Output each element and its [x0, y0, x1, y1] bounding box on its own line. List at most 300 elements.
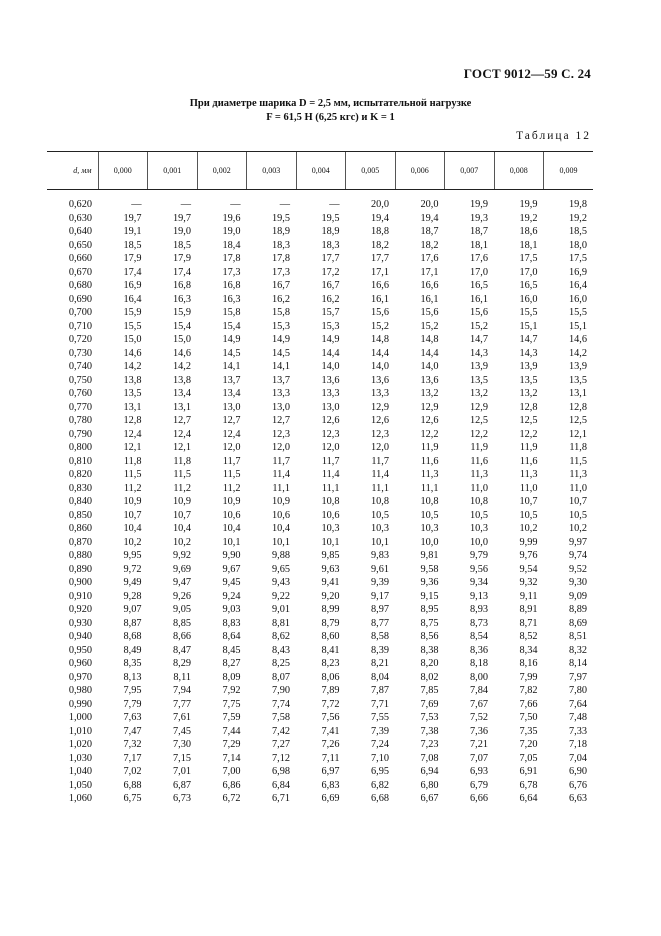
hardness-cell: 19,2 — [519, 212, 538, 224]
hardness-cell: 11,2 — [123, 482, 142, 494]
diameter-cell: 0,960 — [68, 658, 92, 669]
hardness-cell: 13,1 — [172, 401, 191, 413]
column-header: 0,006 — [395, 152, 445, 190]
table-row — [47, 455, 593, 469]
hardness-cell: 18,5 — [568, 226, 587, 237]
table-row — [47, 684, 593, 698]
hardness-cell: 9,28 — [123, 590, 142, 602]
hardness-cell: 12,4 — [172, 428, 191, 440]
table-row — [47, 374, 593, 388]
hardness-cell: 11,0 — [470, 482, 488, 494]
hardness-cell: 8,60 — [321, 631, 340, 642]
hardness-cell: 19,1 — [123, 226, 142, 237]
hardness-cell: 18,9 — [271, 226, 290, 237]
hardness-cell: 8,85 — [172, 617, 191, 629]
hardness-cell: 6,79 — [469, 779, 488, 791]
hardness-cell: 13,2 — [469, 388, 488, 399]
hardness-cell: 7,52 — [469, 712, 488, 723]
table-row — [47, 360, 593, 374]
hardness-cell: 11,6 — [470, 455, 488, 467]
hardness-cell: 18,2 — [420, 239, 439, 251]
hardness-cell: 10,8 — [321, 496, 340, 507]
hardness-cell: 7,74 — [271, 698, 290, 710]
hardness-cell: 12,9 — [420, 401, 439, 413]
hardness-cell: 12,1 — [568, 428, 587, 440]
hardness-cell: 8,07 — [271, 671, 290, 683]
column-header: 0,005 — [346, 152, 396, 190]
hardness-cell: 7,58 — [271, 712, 290, 723]
hardness-cell: 12,2 — [420, 428, 439, 440]
hardness-cell: 17,9 — [172, 253, 191, 264]
hardness-cell: 8,62 — [271, 631, 290, 642]
hardness-cell: 9,49 — [123, 577, 142, 588]
hardness-cell: 13,4 — [172, 388, 191, 399]
hardness-cell: 11,8 — [123, 455, 142, 467]
table-row — [47, 590, 593, 604]
hardness-cell: 11,3 — [569, 469, 587, 480]
hardness-cell: 8,56 — [420, 631, 439, 642]
diameter-cell: 1,020 — [68, 739, 92, 750]
hardness-cell: 9,69 — [172, 563, 191, 575]
table-row — [47, 387, 593, 401]
hardness-cell: 7,42 — [271, 725, 290, 737]
hardness-cell: 7,10 — [370, 752, 389, 764]
hardness-cell: 13,7 — [222, 374, 241, 386]
hardness-cell: 9,45 — [222, 577, 241, 588]
hardness-cell: 16,7 — [271, 280, 290, 291]
hardness-cell: 8,34 — [519, 644, 538, 656]
hardness-cell: 14,7 — [469, 334, 488, 345]
hardness-cell: 12,0 — [321, 442, 340, 453]
hardness-cell: 8,54 — [469, 631, 488, 642]
hardness-cell: 18,8 — [370, 226, 389, 237]
hardness-cell: 7,89 — [321, 685, 340, 696]
hardness-cell: 11,1 — [321, 482, 340, 494]
hardness-cell: 19,9 — [519, 199, 538, 210]
hardness-cell: 17,5 — [568, 253, 587, 264]
hardness-cell: 17,0 — [469, 266, 488, 278]
hardness-cell: 12,2 — [469, 428, 488, 440]
hardness-cell: 12,2 — [519, 428, 538, 440]
hardness-cell: 13,0 — [271, 401, 290, 413]
hardness-cell: 6,83 — [321, 779, 340, 791]
hardness-cell: 18,9 — [321, 226, 340, 237]
hardness-cell: 9,90 — [222, 550, 241, 561]
hardness-cell: 6,73 — [172, 793, 191, 804]
hardness-cell: 7,04 — [568, 752, 587, 764]
hardness-cell: 10,6 — [321, 509, 340, 521]
hardness-cell: 16,2 — [321, 293, 340, 305]
hardness-cell: 14,9 — [271, 334, 290, 345]
table-row — [47, 495, 593, 509]
table-row — [47, 617, 593, 631]
hardness-cell: 7,41 — [321, 725, 340, 737]
hardness-cell: 8,45 — [222, 644, 241, 656]
table-row — [47, 522, 593, 536]
hardness-cell: 15,5 — [519, 307, 538, 318]
hardness-cell: 11,4 — [371, 469, 389, 480]
hardness-cell: 9,76 — [519, 550, 538, 561]
hardness-cell: 7,00 — [222, 766, 241, 777]
hardness-cell: 19,8 — [568, 199, 587, 210]
diameter-cell: 0,770 — [68, 401, 92, 413]
table-row — [47, 671, 593, 685]
hardness-cell: 7,07 — [469, 752, 488, 764]
diameter-cell: 0,870 — [68, 536, 92, 548]
hardness-cell: 9,39 — [370, 577, 389, 588]
hardness-cell: 8,18 — [469, 658, 488, 669]
hardness-cell: 19,0 — [172, 226, 191, 237]
hardness-cell: 10,3 — [370, 523, 389, 534]
table-row — [47, 482, 593, 496]
column-header: 0,007 — [445, 152, 495, 190]
hardness-cell: 13,3 — [271, 388, 290, 399]
hardness-cell: 6,78 — [519, 779, 538, 791]
hardness-cell: 7,18 — [568, 739, 587, 750]
diameter-cell: 0,840 — [68, 496, 92, 507]
hardness-cell: 7,97 — [568, 671, 587, 683]
hardness-cell: 10,5 — [370, 509, 389, 521]
table-row — [47, 725, 593, 739]
hardness-cell: 7,29 — [222, 739, 241, 750]
hardness-cell: 7,33 — [568, 725, 587, 737]
hardness-cell: 18,5 — [123, 239, 142, 251]
hardness-cell: 13,5 — [568, 374, 587, 386]
hardness-cell: 11,8 — [569, 442, 587, 453]
table-row — [47, 333, 593, 347]
hardness-cell: 8,09 — [222, 671, 241, 683]
hardness-cell: 17,3 — [222, 266, 241, 278]
hardness-cell: 13,0 — [321, 401, 340, 413]
table-row — [47, 347, 593, 361]
hardness-cell: 7,47 — [123, 725, 142, 737]
hardness-cell: 9,61 — [370, 563, 389, 575]
hardness-cell: 17,5 — [519, 253, 538, 264]
hardness-cell: 16,4 — [568, 280, 587, 291]
hardness-cell: 7,44 — [222, 725, 241, 737]
diameter-cell: 0,950 — [68, 644, 92, 656]
diameter-cell: 1,010 — [68, 725, 92, 737]
hardness-cell: 16,5 — [519, 280, 538, 291]
hardness-cell: 14,6 — [123, 347, 142, 359]
hardness-cell: 9,92 — [172, 550, 191, 561]
hardness-cell: 7,77 — [172, 698, 191, 710]
hardness-cell: 8,77 — [370, 617, 389, 629]
hardness-cell: 15,6 — [420, 307, 439, 318]
hardness-cell: 9,11 — [519, 590, 538, 602]
hardness-cell: 12,8 — [568, 401, 587, 413]
hardness-cell: 10,9 — [123, 496, 142, 507]
diameter-cell: 0,670 — [68, 266, 92, 278]
table-caption — [0, 97, 661, 125]
hardness-cell: 9,58 — [420, 563, 439, 575]
hardness-cell: 18,4 — [222, 239, 241, 251]
hardness-cell: 18,1 — [519, 239, 538, 251]
hardness-cell: 9,88 — [271, 550, 290, 561]
hardness-cell: 16,4 — [123, 293, 142, 305]
hardness-cell: 19,9 — [469, 199, 488, 210]
hardness-cell: 19,6 — [222, 212, 241, 224]
hardness-cell: 9,67 — [222, 563, 241, 575]
hardness-cell: 16,2 — [271, 293, 290, 305]
diameter-cell: 1,030 — [68, 752, 92, 764]
hardness-cell: 19,7 — [172, 212, 191, 224]
hardness-cell: 6,90 — [568, 766, 587, 777]
table-row — [47, 320, 593, 334]
hardness-cell: 19,3 — [469, 212, 488, 224]
hardness-cell: 19,2 — [568, 212, 587, 224]
hardness-cell: 13,2 — [420, 388, 439, 399]
hardness-cell: 8,73 — [469, 617, 488, 629]
diameter-cell: 0,990 — [68, 698, 92, 710]
hardness-cell: 10,3 — [420, 523, 439, 534]
hardness-cell: 14,0 — [420, 361, 439, 372]
hardness-cell: 8,68 — [123, 631, 142, 642]
diameter-cell: 0,760 — [68, 388, 92, 399]
table-header-row — [47, 152, 593, 190]
hardness-cell: 7,95 — [123, 685, 142, 696]
hardness-cell: 6,84 — [271, 779, 290, 791]
hardness-cell: 11,8 — [173, 455, 191, 467]
hardness-cell: 15,9 — [172, 307, 191, 318]
hardness-cell: 11,6 — [519, 455, 538, 467]
hardness-cell: 10,6 — [222, 509, 241, 521]
hardness-cell: 11,4 — [272, 469, 290, 480]
hardness-cell: 18,5 — [172, 239, 191, 251]
hardness-cell: 12,4 — [123, 428, 142, 440]
hardness-cell: 18,3 — [321, 239, 340, 251]
hardness-cell: 8,91 — [519, 604, 538, 615]
diameter-cell: 0,880 — [68, 550, 92, 561]
table-row — [47, 239, 593, 253]
hardness-cell: — — [131, 199, 142, 210]
hardness-cell: 19,7 — [123, 212, 142, 224]
hardness-cell: 6,88 — [123, 779, 142, 791]
hardness-cell: 10,1 — [271, 536, 290, 548]
hardness-cell: 16,3 — [172, 293, 191, 305]
diameter-cell: 0,820 — [68, 469, 92, 480]
hardness-cell: 17,4 — [123, 266, 142, 278]
hardness-cell: 14,6 — [172, 347, 191, 359]
hardness-cell: 7,55 — [370, 712, 389, 723]
hardness-cell: 7,23 — [420, 739, 439, 750]
hardness-cell: 10,2 — [519, 523, 538, 534]
hardness-cell: 16,1 — [469, 293, 488, 305]
hardness-cell: 15,2 — [469, 320, 488, 332]
hardness-cell: 10,4 — [271, 523, 290, 534]
hardness-cell: 14,5 — [271, 347, 290, 359]
hardness-cell: 15,5 — [123, 320, 142, 332]
hardness-cell: 6,64 — [519, 793, 538, 804]
hardness-cell: 7,20 — [519, 739, 538, 750]
column-header: 0,004 — [296, 152, 346, 190]
hardness-cell: 7,61 — [172, 712, 191, 723]
hardness-cell: 7,79 — [123, 698, 142, 710]
hardness-cell: 14,2 — [568, 347, 587, 359]
diameter-cell: 1,040 — [68, 766, 92, 777]
hardness-cell: 14,5 — [222, 347, 241, 359]
hardness-cell: 10,1 — [222, 536, 241, 548]
diameter-cell: 0,750 — [68, 374, 92, 386]
table-row — [47, 698, 593, 712]
table-row — [47, 266, 593, 280]
diameter-cell: 0,860 — [68, 523, 92, 534]
hardness-cell: 7,94 — [172, 685, 191, 696]
hardness-cell: 9,74 — [568, 550, 587, 561]
hardness-cell: 7,08 — [420, 752, 439, 764]
hardness-cell: 6,86 — [222, 779, 241, 791]
hardness-cell: 8,93 — [469, 604, 488, 615]
table-row — [47, 428, 593, 442]
hardness-cell: 8,51 — [568, 631, 587, 642]
hardness-cell: 7,38 — [420, 725, 439, 737]
diameter-cell: 0,730 — [68, 347, 92, 359]
hardness-cell: 15,9 — [123, 307, 142, 318]
hardness-cell: 6,68 — [370, 793, 389, 804]
column-header: 0,003 — [247, 152, 297, 190]
hardness-cell: 9,07 — [123, 604, 142, 615]
hardness-cell: 15,3 — [271, 320, 290, 332]
hardness-cell: 8,00 — [469, 671, 488, 683]
hardness-cell: 7,90 — [271, 685, 290, 696]
hardness-cell: 12,8 — [519, 401, 538, 413]
hardness-cell: 8,13 — [123, 671, 142, 683]
hardness-cell: 16,6 — [420, 280, 439, 291]
hardness-cell: 6,63 — [568, 793, 587, 804]
hardness-cell: 7,02 — [123, 766, 142, 777]
hardness-cell: 18,2 — [370, 239, 389, 251]
hardness-cell: 9,65 — [271, 563, 290, 575]
hardness-cell: 12,3 — [321, 428, 340, 440]
hardness-cell: 13,6 — [420, 374, 439, 386]
hardness-cell: 10,0 — [420, 536, 439, 548]
hardness-cell: 7,82 — [519, 685, 538, 696]
hardness-cell: 6,93 — [469, 766, 488, 777]
diameter-cell: 0,620 — [68, 199, 92, 210]
hardness-cell: 9,81 — [420, 550, 439, 561]
hardness-cell: 11,4 — [321, 469, 340, 480]
hardness-cell: 8,99 — [321, 604, 340, 615]
hardness-cell: 10,1 — [370, 536, 389, 548]
table-row — [47, 414, 593, 428]
hardness-cell: 7,92 — [222, 685, 241, 696]
hardness-cell: 6,82 — [370, 779, 389, 791]
hardness-cell: 12,0 — [222, 442, 241, 453]
hardness-cell: 9,03 — [222, 604, 241, 615]
hardness-cell: 8,81 — [271, 617, 290, 629]
hardness-cell: 8,23 — [321, 658, 340, 669]
hardness-cell: 7,85 — [420, 685, 439, 696]
diameter-cell: 1,060 — [68, 793, 92, 804]
hardness-cell: 8,06 — [321, 671, 340, 683]
hardness-cell: 15,3 — [321, 320, 340, 332]
hardness-cell: 10,8 — [469, 496, 488, 507]
hardness-cell: 9,47 — [172, 577, 191, 588]
hardness-cell: 11,0 — [569, 482, 587, 494]
hardness-cell: 9,05 — [172, 604, 191, 615]
hardness-cell: 8,38 — [420, 644, 439, 656]
diameter-cell: 0,890 — [68, 563, 92, 575]
diameter-cell: 0,660 — [68, 253, 92, 264]
hardness-cell: 7,21 — [469, 739, 488, 750]
diameter-cell: 0,720 — [68, 334, 92, 345]
hardness-cell: 13,2 — [519, 388, 538, 399]
hardness-cell: 8,21 — [370, 658, 389, 669]
hardness-cell: 6,98 — [271, 766, 290, 777]
hardness-cell: 13,0 — [222, 401, 241, 413]
hardness-cell: 16,0 — [568, 293, 587, 305]
hardness-cell: 9,13 — [469, 590, 488, 602]
column-header: 0,009 — [544, 152, 594, 190]
hardness-cell: 9,20 — [321, 590, 340, 602]
diameter-cell: 0,850 — [68, 509, 92, 521]
table-row — [47, 536, 593, 550]
hardness-cell: 15,2 — [370, 320, 389, 332]
table-row — [47, 779, 593, 793]
hardness-cell: 14,3 — [519, 347, 538, 359]
diameter-cell: 0,710 — [68, 320, 92, 332]
hardness-cell: 11,2 — [173, 482, 191, 494]
hardness-cell: 7,26 — [321, 739, 340, 750]
hardness-cell: 7,15 — [172, 752, 191, 764]
hardness-cell: 16,7 — [321, 280, 340, 291]
hardness-cell: 15,4 — [172, 320, 191, 332]
hardness-cell: 17,1 — [370, 266, 389, 278]
table-label: Таблица 12 — [516, 130, 591, 142]
hardness-cell: 11,5 — [173, 469, 191, 480]
hardness-cell: 11,9 — [519, 442, 538, 453]
page-header: ГОСТ 9012—59 С. 24 — [463, 66, 591, 81]
table-row — [47, 752, 593, 766]
hardness-cell: 8,43 — [271, 644, 290, 656]
hardness-cell: 18,7 — [420, 226, 439, 237]
table-row — [47, 765, 593, 779]
hardness-cell: 8,41 — [321, 644, 340, 656]
hardness-cell: 17,7 — [370, 253, 389, 264]
hardness-cell: 12,7 — [222, 415, 241, 426]
hardness-cell: 15,2 — [420, 320, 439, 332]
hardness-cell: 16,9 — [568, 266, 587, 278]
hardness-cell: 12,0 — [271, 442, 290, 453]
hardness-cell: 7,66 — [519, 698, 538, 710]
hardness-cell: 8,69 — [568, 617, 587, 629]
hardness-cell: 8,52 — [519, 631, 538, 642]
hardness-cell: 10,9 — [222, 496, 241, 507]
hardness-cell: 10,7 — [519, 496, 538, 507]
hardness-cell: 13,5 — [123, 388, 142, 399]
hardness-cell: 10,2 — [123, 536, 142, 548]
hardness-cell: 14,4 — [420, 347, 439, 359]
hardness-cell: 17,9 — [123, 253, 142, 264]
hardness-cell: 16,1 — [420, 293, 439, 305]
table-row — [47, 549, 593, 563]
hardness-cell: 8,35 — [123, 658, 142, 669]
hardness-cell: 6,87 — [172, 779, 191, 791]
hardness-cell: 8,20 — [420, 658, 439, 669]
table-row — [47, 225, 593, 239]
hardness-cell: — — [279, 199, 290, 210]
hardness-cell: 7,48 — [568, 712, 587, 723]
hardness-cell: 20,0 — [420, 199, 439, 210]
hardness-cell: 13,5 — [519, 374, 538, 386]
hardness-cell: 12,5 — [469, 415, 488, 426]
hardness-cell: 7,35 — [519, 725, 538, 737]
hardness-cell: 7,01 — [172, 766, 191, 777]
hardness-cell: 10,1 — [321, 536, 340, 548]
diameter-cell: 0,780 — [68, 415, 92, 426]
hardness-cell: 6,80 — [420, 779, 439, 791]
hardness-cell: 13,8 — [123, 374, 142, 386]
